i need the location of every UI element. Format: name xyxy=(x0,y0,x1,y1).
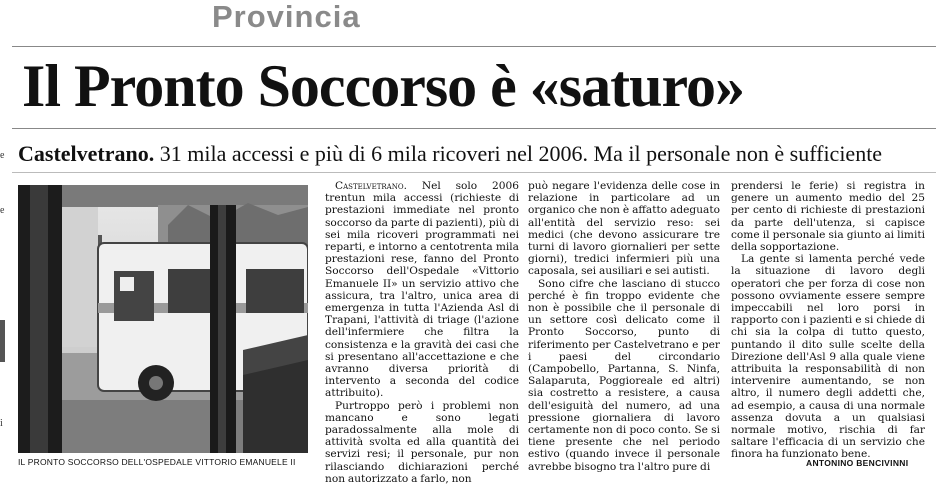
left-edge-letter: e xyxy=(0,150,5,161)
article-dateline: Castelvetrano. xyxy=(335,180,407,192)
subhead-divider xyxy=(12,172,936,173)
article-text: Nel solo 2006 trentun mila accessi (richieste di prestazioni immediate nel pronto soccorso da parte di pazienti), più di sei mila ricoveri programmati nei reparti, e intorno a centotrenta mila prestazioni rese, fanno del Pronto Soccorso dell'Ospedale «Vittorio Emanuele II» un servizio attivo che assicura, tra l'altro, unica area di emergenza in tutta l'Azienda Asl di Trapani, l'attività di triage (l'azione dell'infermiere che filtra la consistenza e la gravità dei casi che si presentano all'accettazione e che avranno diversa priorità di intervento a seconda del codice attribuito). xyxy=(325,180,519,400)
top-divider xyxy=(12,46,936,47)
article-column-2 xyxy=(528,180,720,473)
article-paragraph: prendersi le ferie) si registra in genere un aumento medio del 25 per cento di richieste di prestazioni da parte dell'utenza, si capisce come il personale sia giunto ai limiti della sopportazione. xyxy=(731,180,925,254)
left-edge-mark xyxy=(0,320,5,362)
headline-divider xyxy=(12,128,936,129)
section-title: Provincia xyxy=(212,0,361,34)
author-byline: ANTONINO BENCIVINNI xyxy=(806,458,909,468)
article-paragraph: Sono cifre che lasciano di stucco perché è fin troppo evidente che non è possibile che il personale di un settore così delicato come il Pronto Soccorso, punto di riferimento per Castelvetrano e per i paesi del circondario (Campobello, Partanna, S. Ninfa, Salaparuta, Poggioreale ed altri) sia costretto a resistere, a causa dell'esiguità del numero, ad una pressione giornaliera di lavoro certamente non di poco conto. Se si tiene presente che nel periodo estivo (quando invece il personale avrebbe bisogno tra l'altro pure di xyxy=(528,277,720,473)
subhead-text: 31 mila accessi e più di 6 mila ricoveri nel 2006. Ma il personale non è sufficiente xyxy=(159,141,883,166)
subhead-place: Castelvetrano. xyxy=(18,141,155,166)
photo-caption: IL PRONTO SOCCORSO DELL'OSPEDALE VITTORIO EMANUELE II xyxy=(18,457,296,467)
left-edge-letter: e xyxy=(0,205,5,216)
article-paragraph: Purtroppo però i problemi non mancano e sono legati paradossalmente alla mole di attività svolta ed alla quantità dei servizi resi; il personale, pur non rilasciando dichiarazioni perché non autorizzato a farlo, non xyxy=(325,399,519,485)
article-column-3 xyxy=(731,180,925,461)
subheadline xyxy=(18,140,930,168)
article-paragraph xyxy=(325,180,519,400)
headline: Il Pronto Soccorso è «saturo» xyxy=(22,53,745,119)
left-edge-letter: i xyxy=(0,418,3,429)
article-column-1 xyxy=(325,180,519,485)
hospital-photo xyxy=(18,185,308,453)
article-paragraph: può negare l'evidenza delle cose in relazione in particolare ad un organico che non è affatto adeguato all'entità del servizio reso: sei medici (che devono assicurare tre turni di lavoro giornalieri per sette giorni), tredici infermieri più una caposala, sei ausiliari e sei autisti. xyxy=(528,180,720,278)
ambulance-photo-illustration xyxy=(18,185,308,453)
article-paragraph: La gente si lamenta perché vede la situazione di lavoro degli operatori che per forza di cose non possono ovviamente essere sempre impeccabili nel loro porsi in rapporto con i pazienti e si chiede di chi sia la colpa di tutto questo, puntando il dito sulle scelte della Direzione dell'Asl 9 alla quale viene attribuita la responsabilità di non intervenire aumentando, se non altro, il numero degli addetti che, ad esempio, a causa di una normale assenza dovuta a un qualsiasi normale motivo, rischia di far saltare l'efficacia di un servizio che finora ha funzionato bene. xyxy=(731,253,925,461)
